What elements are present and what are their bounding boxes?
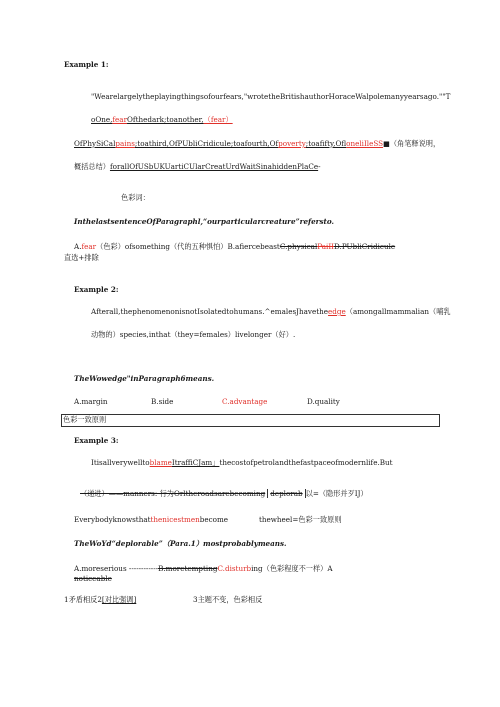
- example-1-question: InthelastsentenceOfParagraphl,“ourparticularcreature”refersto.: [74, 217, 335, 226]
- line-3-note: ■（角笔释说明，: [383, 139, 441, 148]
- word-loneliness: loneliIleSS: [346, 139, 384, 148]
- line-1-prefix: Afterall,thephenomenonisnotIsolatedtohumans.^emalesJhavethe: [91, 307, 329, 316]
- line-3-prefix: OfPhySiCal: [74, 139, 116, 148]
- line-3-middle-2: ;toafifty,Of: [305, 139, 347, 148]
- traffic-jam: ItraffiCJam」: [171, 458, 220, 467]
- line-4-prefix: 概括总结）: [74, 162, 110, 171]
- line-1-suffix: thecostofpetrolandthefastpaceofmodernlife.But: [219, 458, 393, 467]
- example-2-heading: Example 2:: [74, 285, 119, 294]
- line-3-middle: ;toathird,OfPUbliCridicule;toafourth,Of: [134, 139, 279, 148]
- example-2-line-2: 动物的）species,inthat（they=females）livelonger（好）.: [91, 330, 296, 339]
- example-1-line-4: [74, 162, 321, 171]
- example-1-line-2: [91, 115, 233, 124]
- option-c-struck: C.physical: [279, 242, 318, 251]
- struck-roads: Orltheroadsarebecoming: [173, 489, 266, 498]
- word-pains: pains: [115, 139, 135, 148]
- word-poverty: poverty: [278, 139, 306, 148]
- example-2-question: TheWowedge"inParagraph6means.: [74, 374, 215, 383]
- option-a-middle: （色彩）ofsomething（代的五种惧怕）B.afiercebeast: [96, 242, 280, 251]
- option-d-struck: D.PUbliCridicule: [334, 242, 396, 251]
- footer-left-prefix: 1矛盾相反2: [64, 595, 102, 604]
- footer-right: 3主题不变，色彩相反: [193, 595, 263, 604]
- line-1-prefix: Itisallverywellto: [91, 458, 150, 467]
- option-b: B.side: [151, 397, 174, 406]
- example-1-heading: Example 1:: [64, 60, 109, 69]
- line-3-prefix: Everybodyknowsthat: [74, 515, 151, 524]
- deplorable-box: [267, 489, 305, 498]
- option-c: C.advantage: [222, 397, 268, 406]
- word-fear: fear: [112, 115, 128, 124]
- method-note: 直选+排除: [64, 253, 99, 262]
- example-1-quote: "Wearelargelytheplayingthingsofourfears,"wrotetheBritishauthorHoraceWalpolemanyyearsago.""T: [91, 92, 451, 101]
- struck-manners: （递进）——manners: 行为: [80, 489, 174, 498]
- line-4-underlined: forallOfUSbUKUartiCUlarCreatUrdWaitSinahiddenPlaCe: [109, 162, 319, 171]
- principle-label: 色彩一致原则: [63, 415, 107, 424]
- word-fear-paren: （fear）: [203, 115, 233, 124]
- option-d: D.quality: [307, 397, 340, 406]
- word-edge: edge: [328, 307, 346, 316]
- option-d-noticeable: noticeable: [74, 574, 112, 583]
- footer-left-contrast: [对比强调]: [101, 595, 137, 604]
- line-1-suffix: （amongallmammalian（哺乳: [345, 307, 451, 316]
- option-c-note: ing（色彩程度不一样）A: [251, 564, 333, 573]
- example-3-options: [74, 564, 333, 573]
- line-4-suffix: -: [318, 162, 321, 171]
- example-1-line-3: [74, 139, 440, 148]
- example-3-line-2: [80, 489, 368, 498]
- principle-box: [61, 414, 440, 427]
- option-a: A.moreserious ------------: [74, 564, 159, 573]
- footer-left: [64, 595, 136, 604]
- example-1-options: [74, 242, 395, 251]
- line-2-prefix: oOne,: [91, 115, 113, 124]
- example-3-line-3b: thewheel=色彩一致原则: [259, 515, 342, 524]
- option-a-prefix: A.: [74, 242, 82, 251]
- example-2-line-1: [91, 307, 451, 316]
- deplorable-word: deplorab: [270, 489, 303, 498]
- option-a-fear: fear: [81, 242, 97, 251]
- option-c-disturb: C.disturb: [217, 564, 252, 573]
- example-3-heading: Example 3:: [74, 436, 119, 445]
- nicest-men: thenicestmen: [150, 515, 200, 524]
- example-3-line-3a: [74, 515, 228, 524]
- color-words-note: 色彩词：: [121, 193, 150, 202]
- option-b-struck: B.moretempting: [158, 564, 218, 573]
- line-2-middle: Ofthedark;toanother,: [127, 115, 204, 124]
- example-3-question: TheWoYd“deplorable”（Para.1）mostprobablymeans.: [74, 539, 287, 548]
- line-2-suffix: 以=（隐形并歹IJ）: [305, 489, 368, 498]
- line-3-become: become: [199, 515, 229, 524]
- option-c-pain: PaiII: [317, 242, 335, 251]
- example-3-line-1: [91, 458, 393, 467]
- word-blame: blame: [149, 458, 172, 467]
- option-a: A.margin: [74, 397, 108, 406]
